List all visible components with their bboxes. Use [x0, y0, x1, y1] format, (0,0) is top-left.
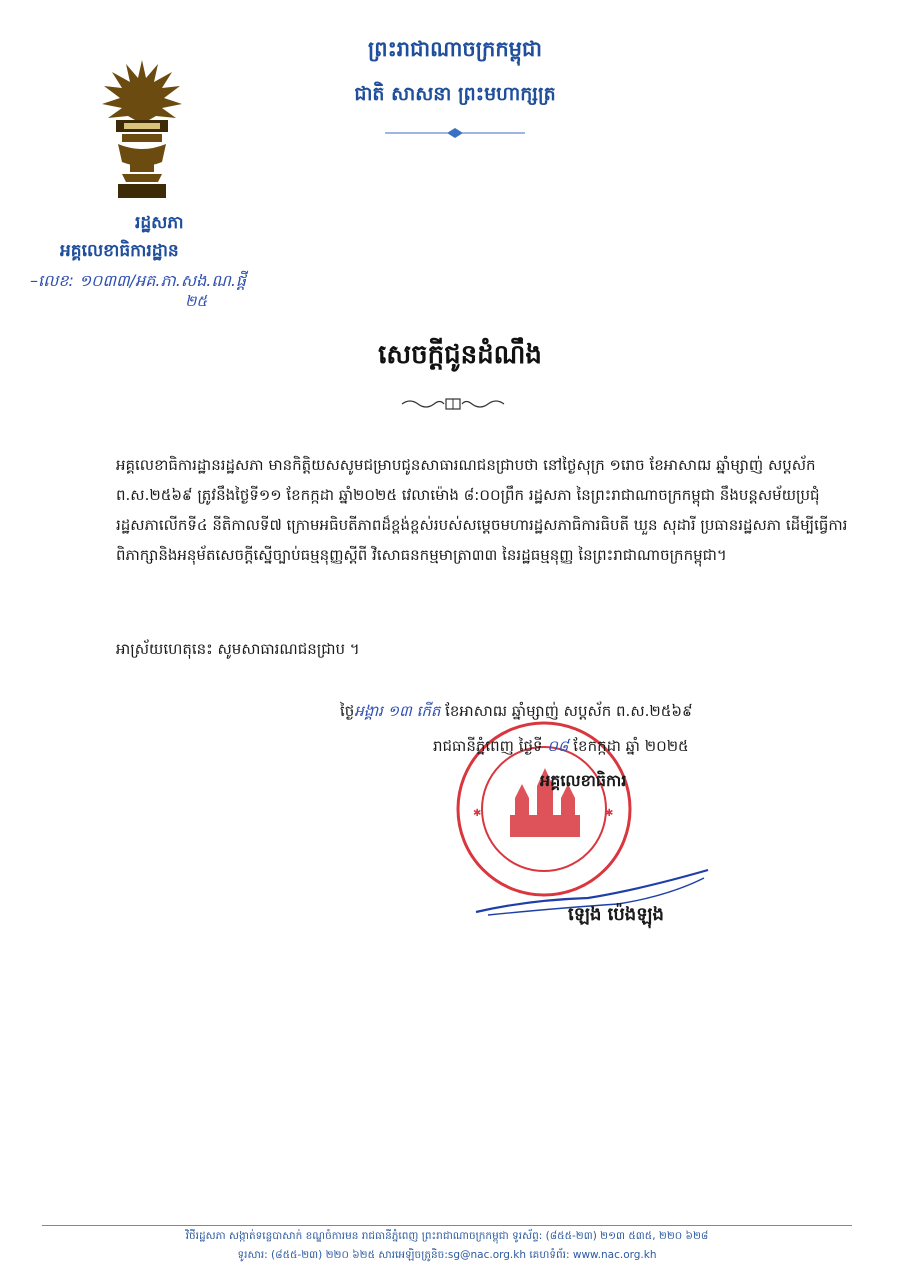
lunar-date-suffix: ខែអាសាឍ ឆ្នាំម្សាញ់ សប្តស័ក ព.ស.២៥៦៩ — [440, 702, 693, 720]
signer-title: អគ្គលេខាធិការ — [540, 771, 627, 790]
lunar-date-prefix: ថ្ងៃ — [340, 702, 355, 720]
svg-text:✱: ✱ — [605, 808, 614, 819]
solar-date — [433, 737, 689, 759]
body-paragraph: អគ្គលេខាធិការដ្ឋានរដ្ឋសភា មានកិត្តិយសសូមជម្រាបជូនសាធារណជនជ្រាបថា នៅថ្ងៃសុក្រ ១រោច ខែអាសាឍ ឆ្នាំម្សាញ់ សប្តស័ក ព.ស.២៥៦៩ ត្រូវនឹងថ្ងៃទី១១ ខែកក្កដា ឆ្នាំ២០២៥ វេលាម៉ោង ៨:០០ព្រឹក រដ្ឋសភា នៃព្រះរាជាណាចក្រកម្ពុជា នឹងបន្តសម័យប្រជុំរដ្ឋសភាលើកទី៤ នីតិកាលទី៧ ក្រោមអធិបតីភាពដ៏ខ្ពង់ខ្ពស់របស់សម្តេចមហារដ្ឋសភាធិការធិបតី ឃួន សុដារី ប្រធានរដ្ឋសភា ដើម្បីធ្វើការពិភាក្សានិងអនុម័តសេចក្តីស្នើច្បាប់ធម្មនុញ្ញស្តីពី វិសោធនកម្មមាត្រា៣៣ នៃរដ្ឋធម្មនុញ្ញ នៃព្រះរាជាណាចក្រកម្ពុជា។ — [116, 456, 848, 564]
footer-contact: ទូរសារ: (៨៥៥-២៣) ២២០ ៦២៥ សារអេឡិចត្រូនិច:sg@nac.org.kh គេហទំព័រ: www.nac.org.kh — [237, 1249, 657, 1261]
ministry-line-2: អគ្គលេខាធិការដ្ឋាន — [60, 241, 179, 261]
kingdom-heading: ព្រះរាជាណាចក្រកម្ពុជា — [367, 37, 542, 61]
reference-number: –លេខ: ១០៣៣/អគ.ភា.សង.ណ.ផ្តី — [30, 271, 247, 290]
closing-line: អាស្រ័យហេតុនេះ សូមសាធារណជនជ្រាប ។ — [116, 640, 360, 658]
national-assembly-emblem — [100, 58, 184, 208]
title-ornament — [398, 396, 508, 412]
footer-address: វិថីរដ្ឋសភា សង្កាត់ទន្លេបាសាក់ ខណ្ឌចំការមន រាជធានីភ្នំពេញ ព្រះរាជាណាចក្រកម្ពុជា ទូរស័ព្ទ: (៨៥៥-២៣) ២១៣ ៥៣៥, ២២០ ៦២៨ — [185, 1230, 709, 1242]
solar-date-prefix: រាជធានីភ្នំពេញ ថ្ងៃទី — [433, 737, 548, 755]
document-title: សេចក្តីជូនដំណឹង — [378, 340, 542, 370]
signer-name: ឡេង ប៉េងឡុង — [568, 904, 664, 925]
footer-divider — [42, 1225, 852, 1226]
ministry-line-1: រដ្ឋសភា — [135, 213, 184, 233]
lunar-date — [340, 702, 693, 724]
reference-number-suffix: ២៥ — [185, 292, 207, 310]
solar-date-suffix: ខែកក្កដា ឆ្នាំ ២០២៥ — [568, 737, 689, 755]
national-motto: ជាតិ សាសនា ព្រះមហាក្សត្រ — [354, 83, 556, 105]
solar-date-handwritten: ០៨ — [547, 737, 569, 755]
svg-text:✱: ✱ — [473, 808, 482, 819]
lunar-date-handwritten: អង្គារ ១៣ កើត — [354, 702, 441, 720]
header-divider-ornament — [385, 128, 525, 138]
